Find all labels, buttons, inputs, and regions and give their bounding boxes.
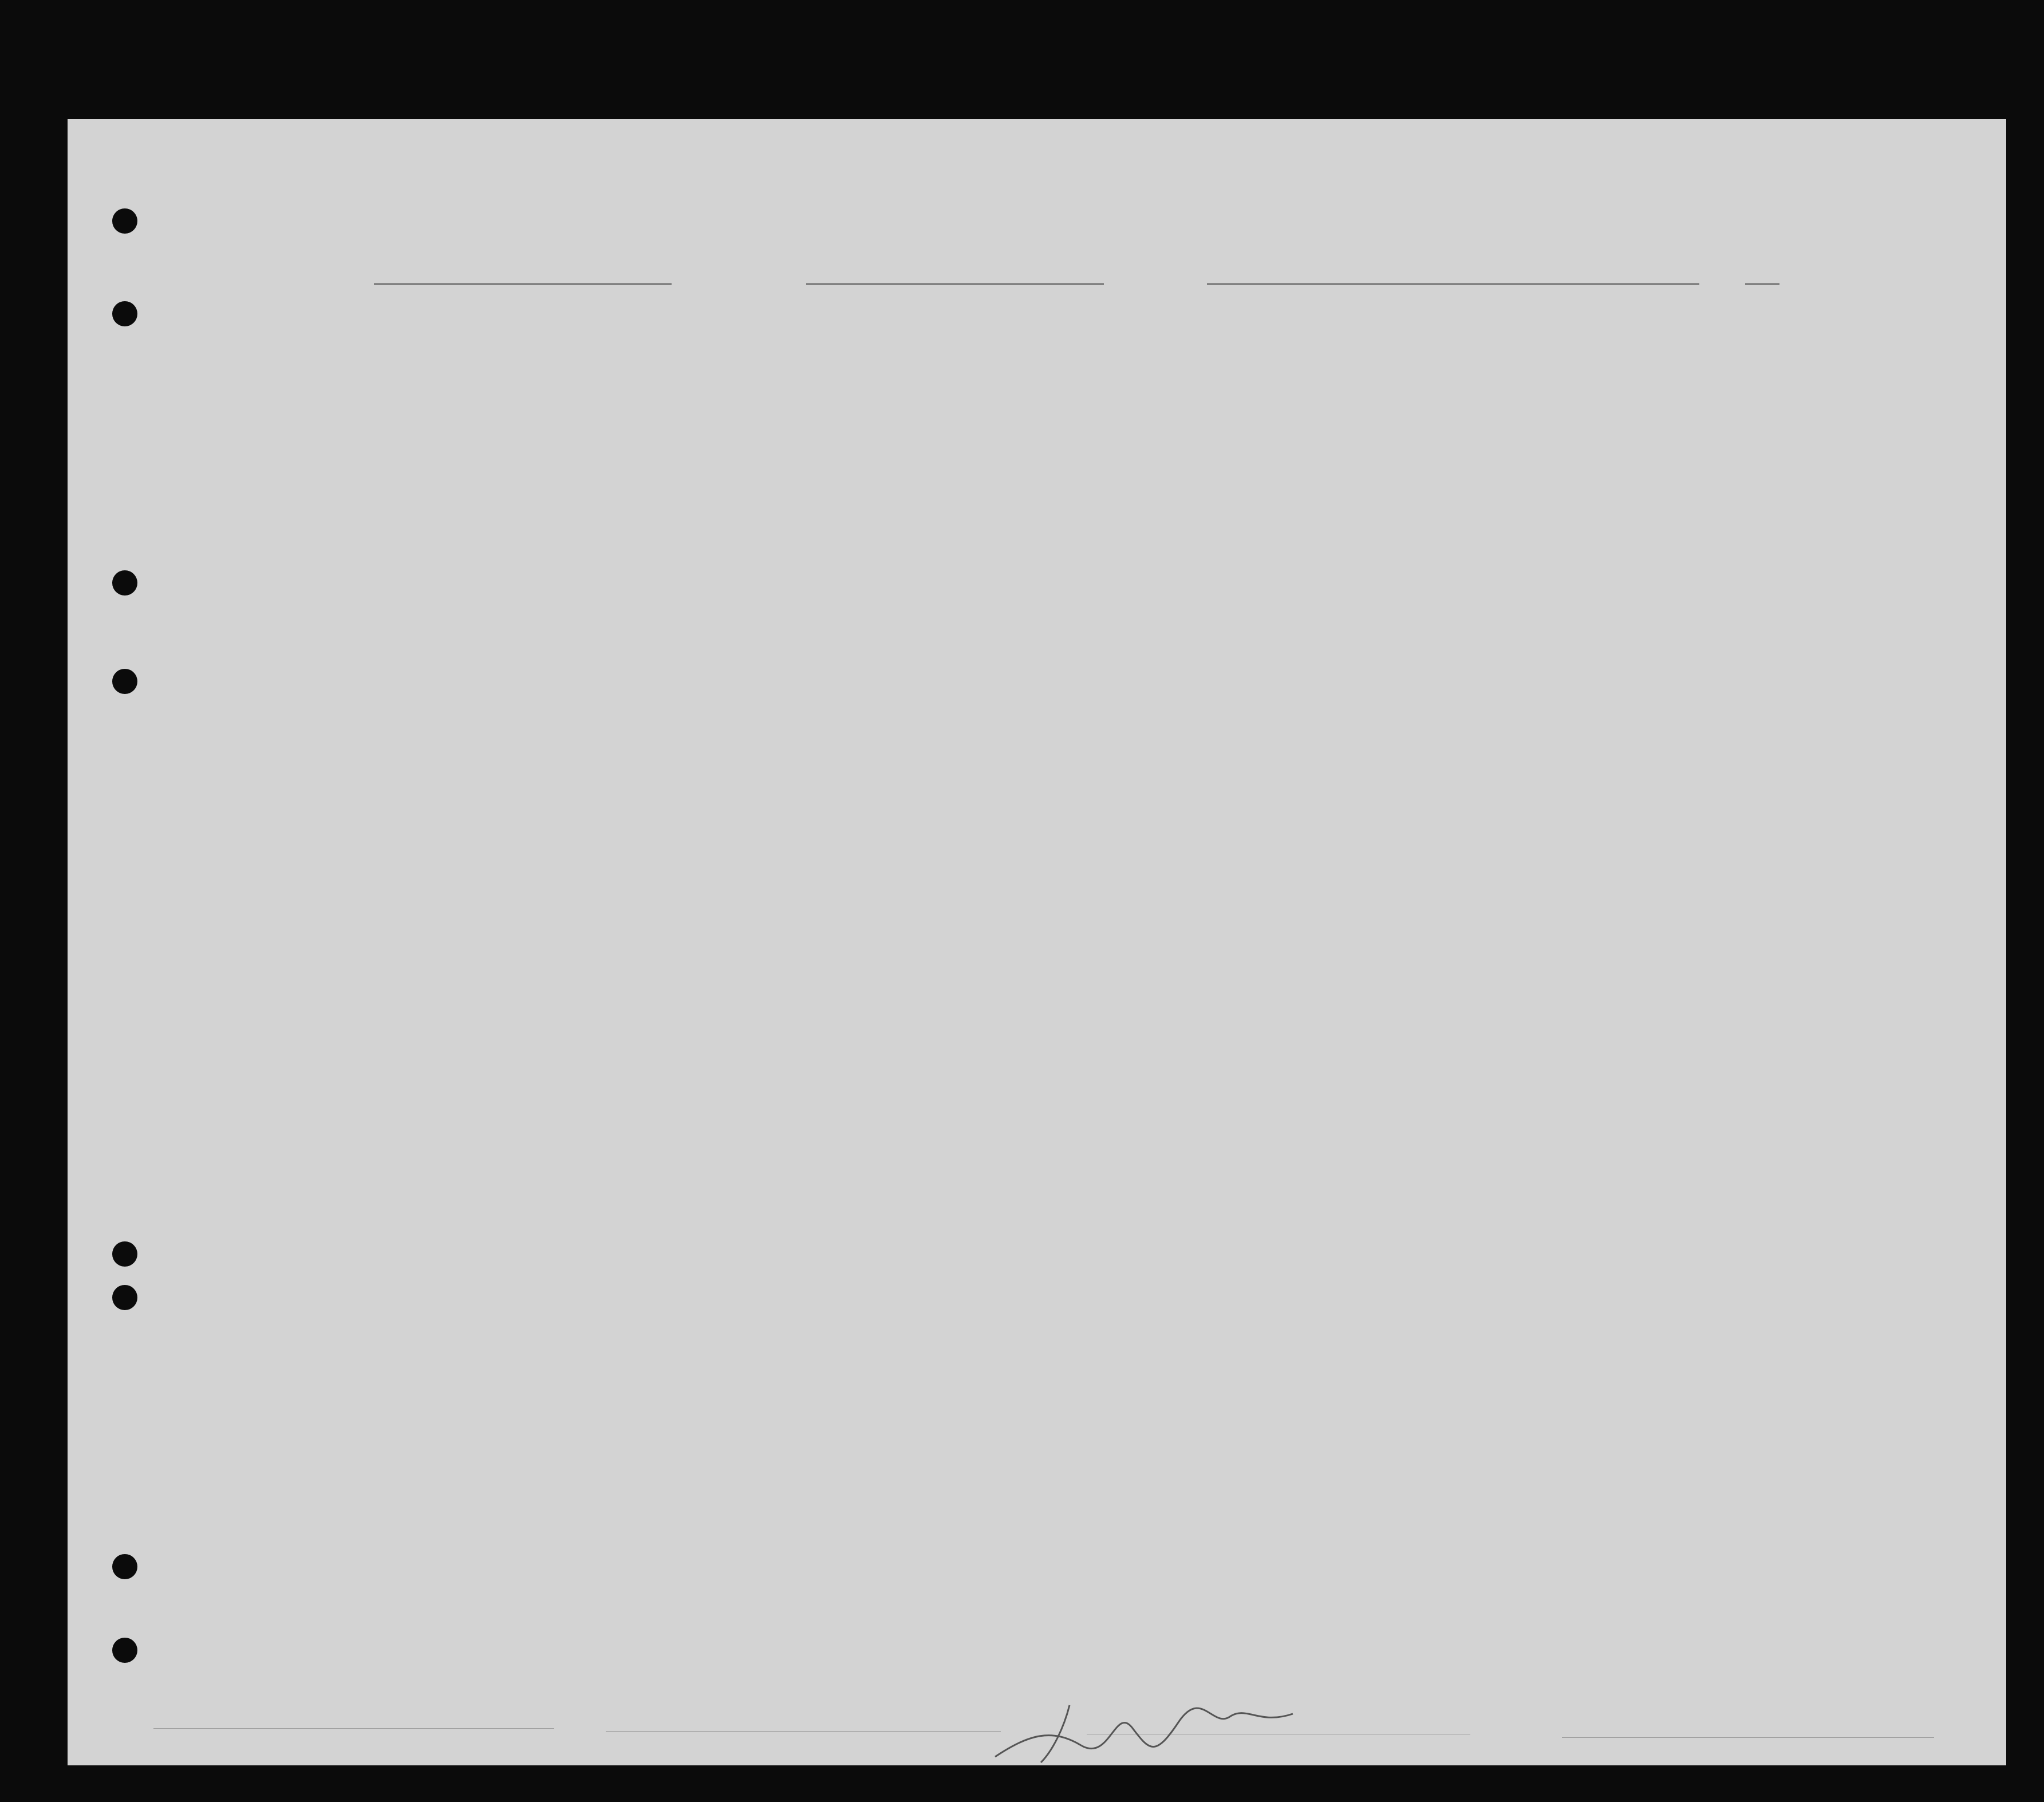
punch-hole bbox=[112, 570, 137, 596]
manifest-sheet bbox=[68, 119, 2006, 1765]
punch-hole bbox=[112, 1285, 137, 1310]
punch-hole bbox=[112, 208, 137, 234]
agent-signature bbox=[984, 1694, 1304, 1768]
punch-hole bbox=[112, 1554, 137, 1579]
punch-hole bbox=[112, 1241, 137, 1267]
punch-hole bbox=[112, 669, 137, 694]
sheet-number bbox=[1820, 152, 1837, 168]
punch-hole bbox=[112, 1638, 137, 1663]
punch-hole bbox=[112, 301, 137, 326]
